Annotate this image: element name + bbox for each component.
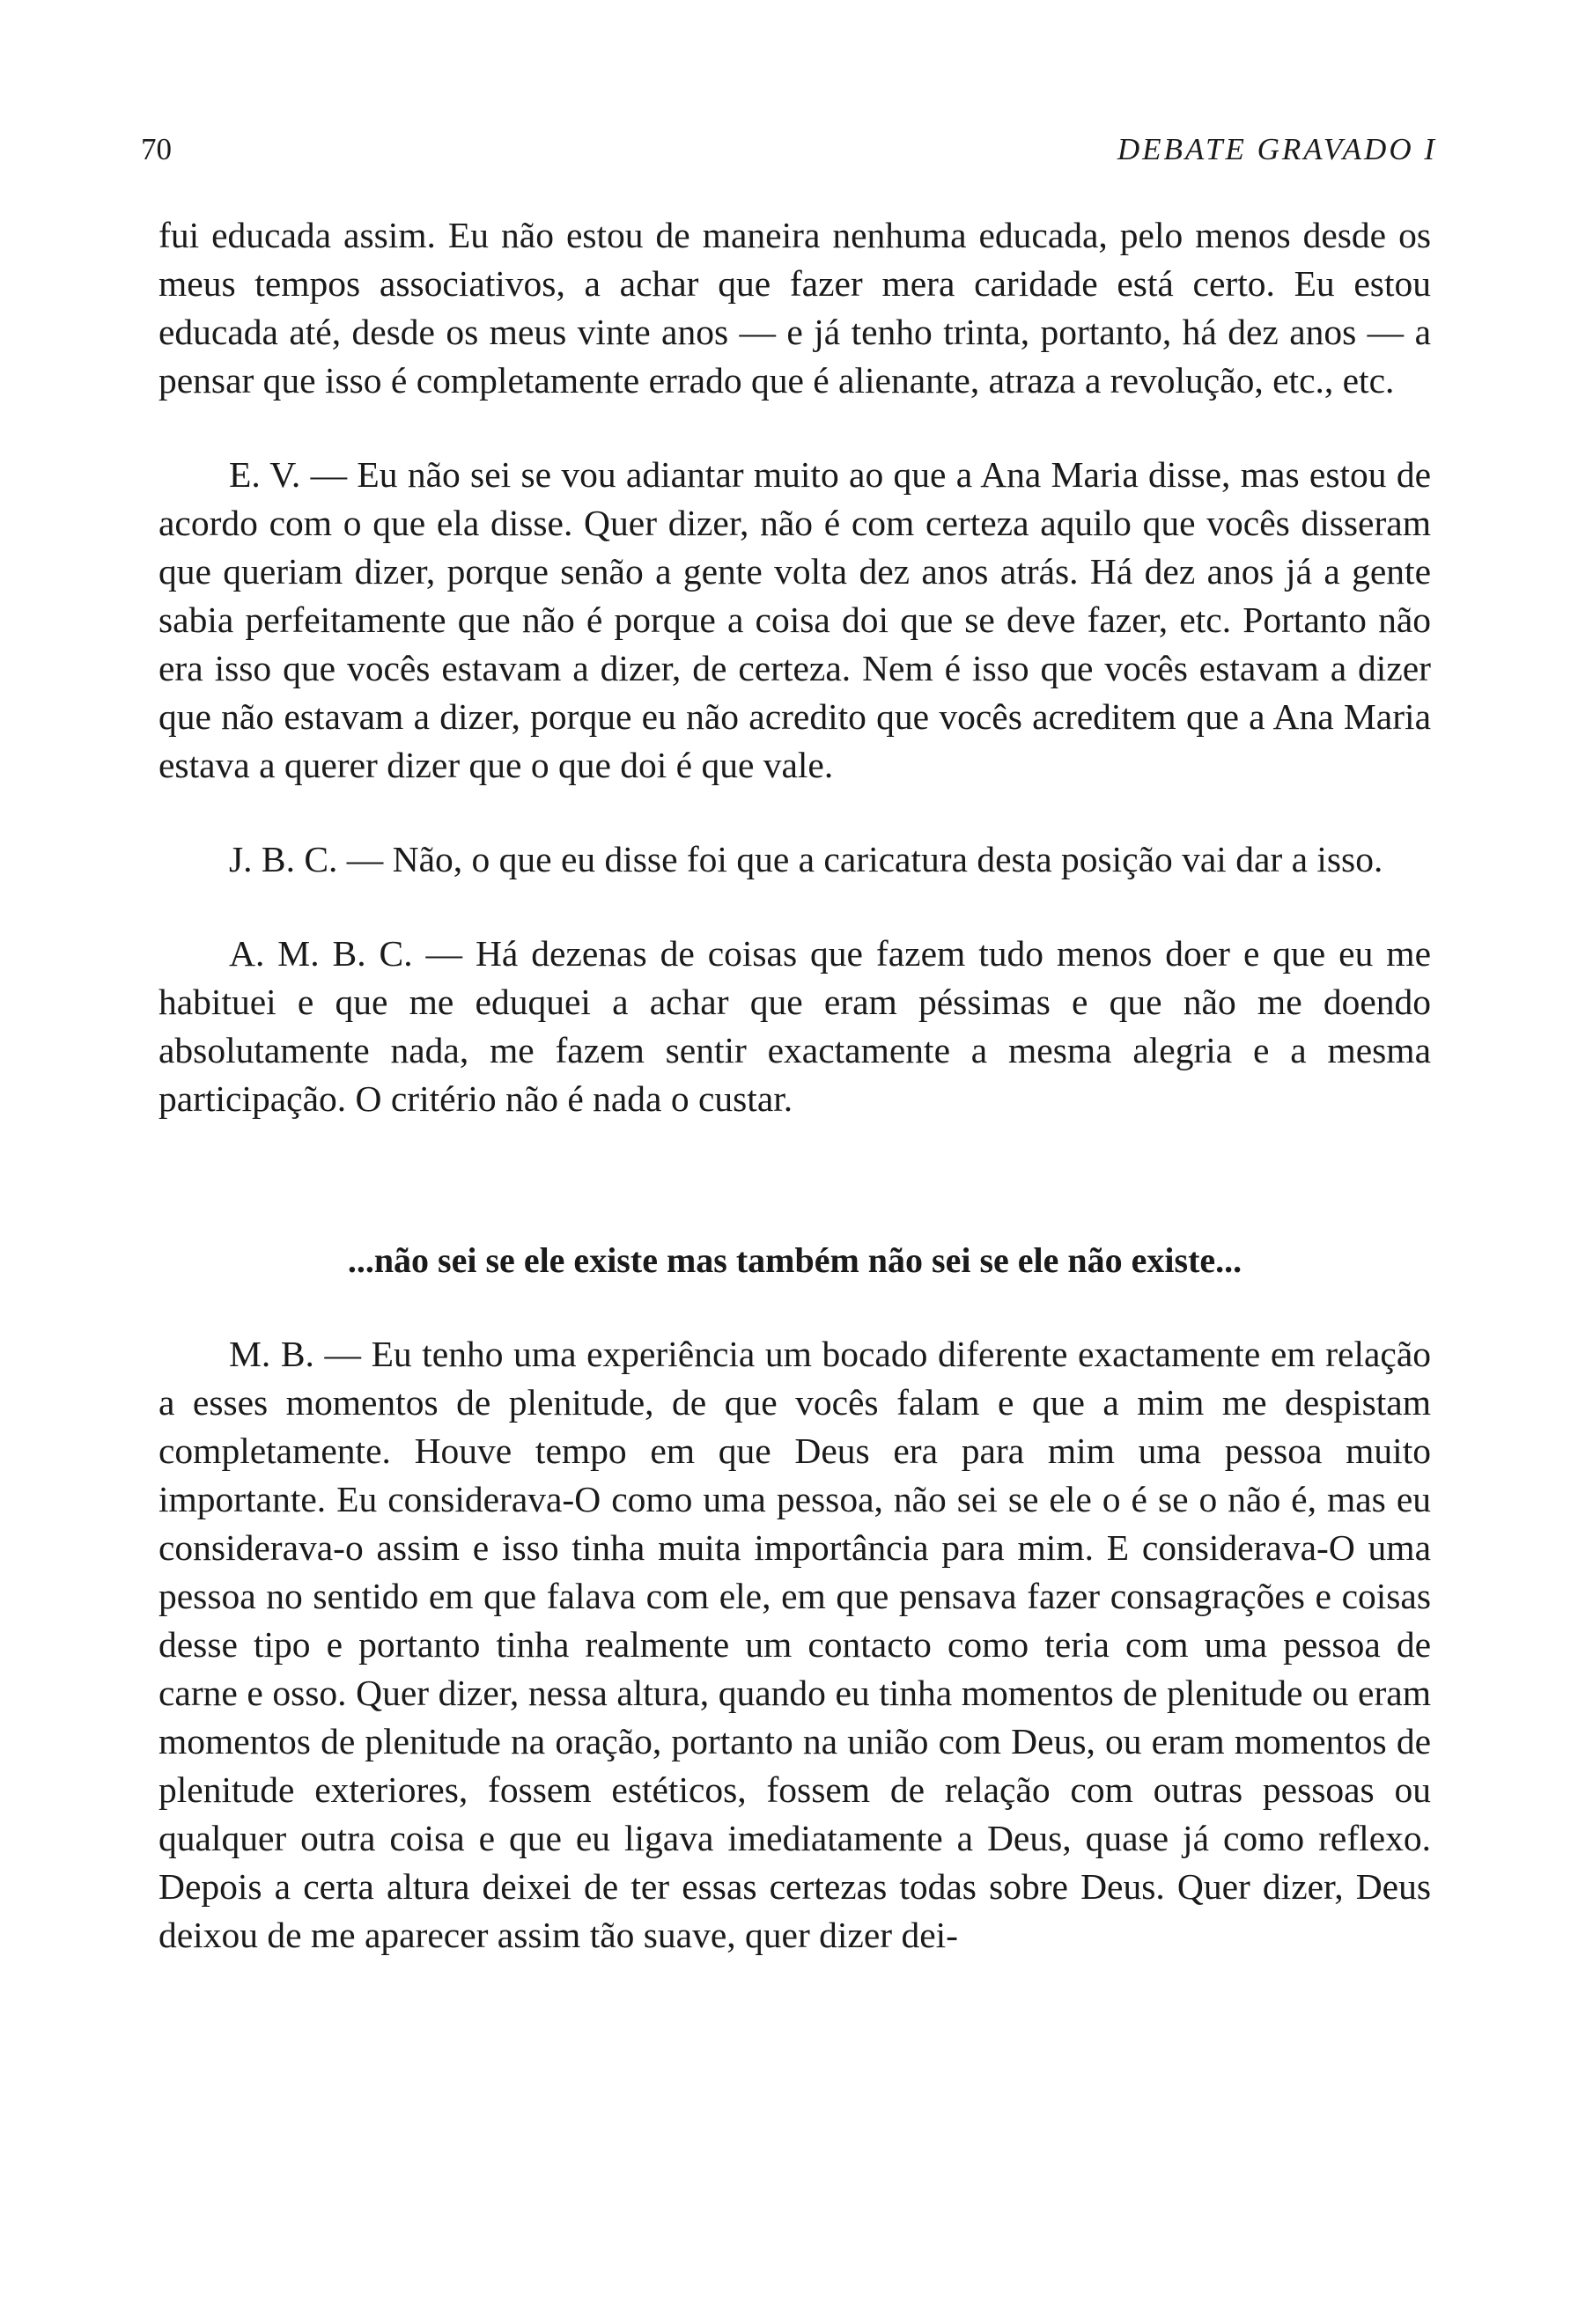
- page-number: 70: [141, 132, 172, 166]
- running-title: DEBATE GRAVADO I: [1117, 132, 1437, 166]
- body-text: [159, 211, 1431, 1960]
- section-heading: ...não sei se ele existe mas também não sei se ele não existe...: [347, 1240, 1242, 1280]
- paragraph: fui educada assim. Eu não estou de maneira nenhuma educada, pelo menos desde os meus tempos associativos, a achar que fazer mera caridade está certo. Eu estou educada até, desde os meus vinte anos — e já tenho trinta, portanto, há dez anos — a pensar que isso é completamente errado que é alienante, atraza a revolução, etc., etc.: [159, 215, 1431, 401]
- paragraph: A. M. B. C. — Há dezenas de coisas que fazem tudo menos doer e que eu me habituei e que me eduquei a achar que eram péssimas e que não me doendo absolutamente nada, me fazem sentir exactamente a mesma alegria e a mesma participação. O critério não é nada o custar.: [159, 933, 1431, 1119]
- page-header: [141, 132, 1437, 185]
- paragraph: M. B. — Eu tenho uma experiência um bocado diferente exactamente em relação a esses momentos de plenitude, de que vocês falam e que a mim me despistam completamente. Houve tempo em que Deus era para mim uma pessoa muito importante. Eu considerava-O como uma pessoa, não sei se ele o é se o não é, mas eu considerava-o assim e isso tinha muita importância para mim. E considerava-O uma pessoa no sentido em que falava com ele, em que pensava fazer consagrações e coisas desse tipo e portanto tinha realmente um contacto como teria com uma pessoa de carne e osso. Quer dizer, nessa altura, quando eu tinha momentos de plenitude ou eram momentos de plenitude na oração, portanto na união com Deus, ou eram momentos de plenitude exteriores, fossem estéticos, fossem de relação com outras pessoas ou qualquer outra coisa e que eu ligava imediatamente a Deus, quase já como reflexo. Depois a certa altura deixei de ter essas certezas todas sobre Deus. Quer dizer, Deus deixou de me aparecer assim tão suave, quer dizer dei-: [159, 1334, 1431, 1955]
- paragraph: E. V. — Eu não sei se vou adiantar muito ao que a Ana Maria disse, mas estou de acordo com o que ela disse. Quer dizer, não é com certeza aquilo que vocês disseram que queriam dizer, porque senão a gente volta dez anos atrás. Há dez anos já a gente sabia perfeitamente que não é porque a coisa doi que se deve fazer, etc. Portanto não era isso que vocês estavam a dizer, de certeza. Nem é isso que vocês estavam a dizer que não estavam a dizer, porque eu não acredito que vocês acreditem que a Ana Maria estava a querer dizer que o que doi é que vale.: [159, 454, 1431, 785]
- paragraph: J. B. C. — Não, o que eu disse foi que a caricatura desta posição vai dar a isso.: [229, 839, 1383, 879]
